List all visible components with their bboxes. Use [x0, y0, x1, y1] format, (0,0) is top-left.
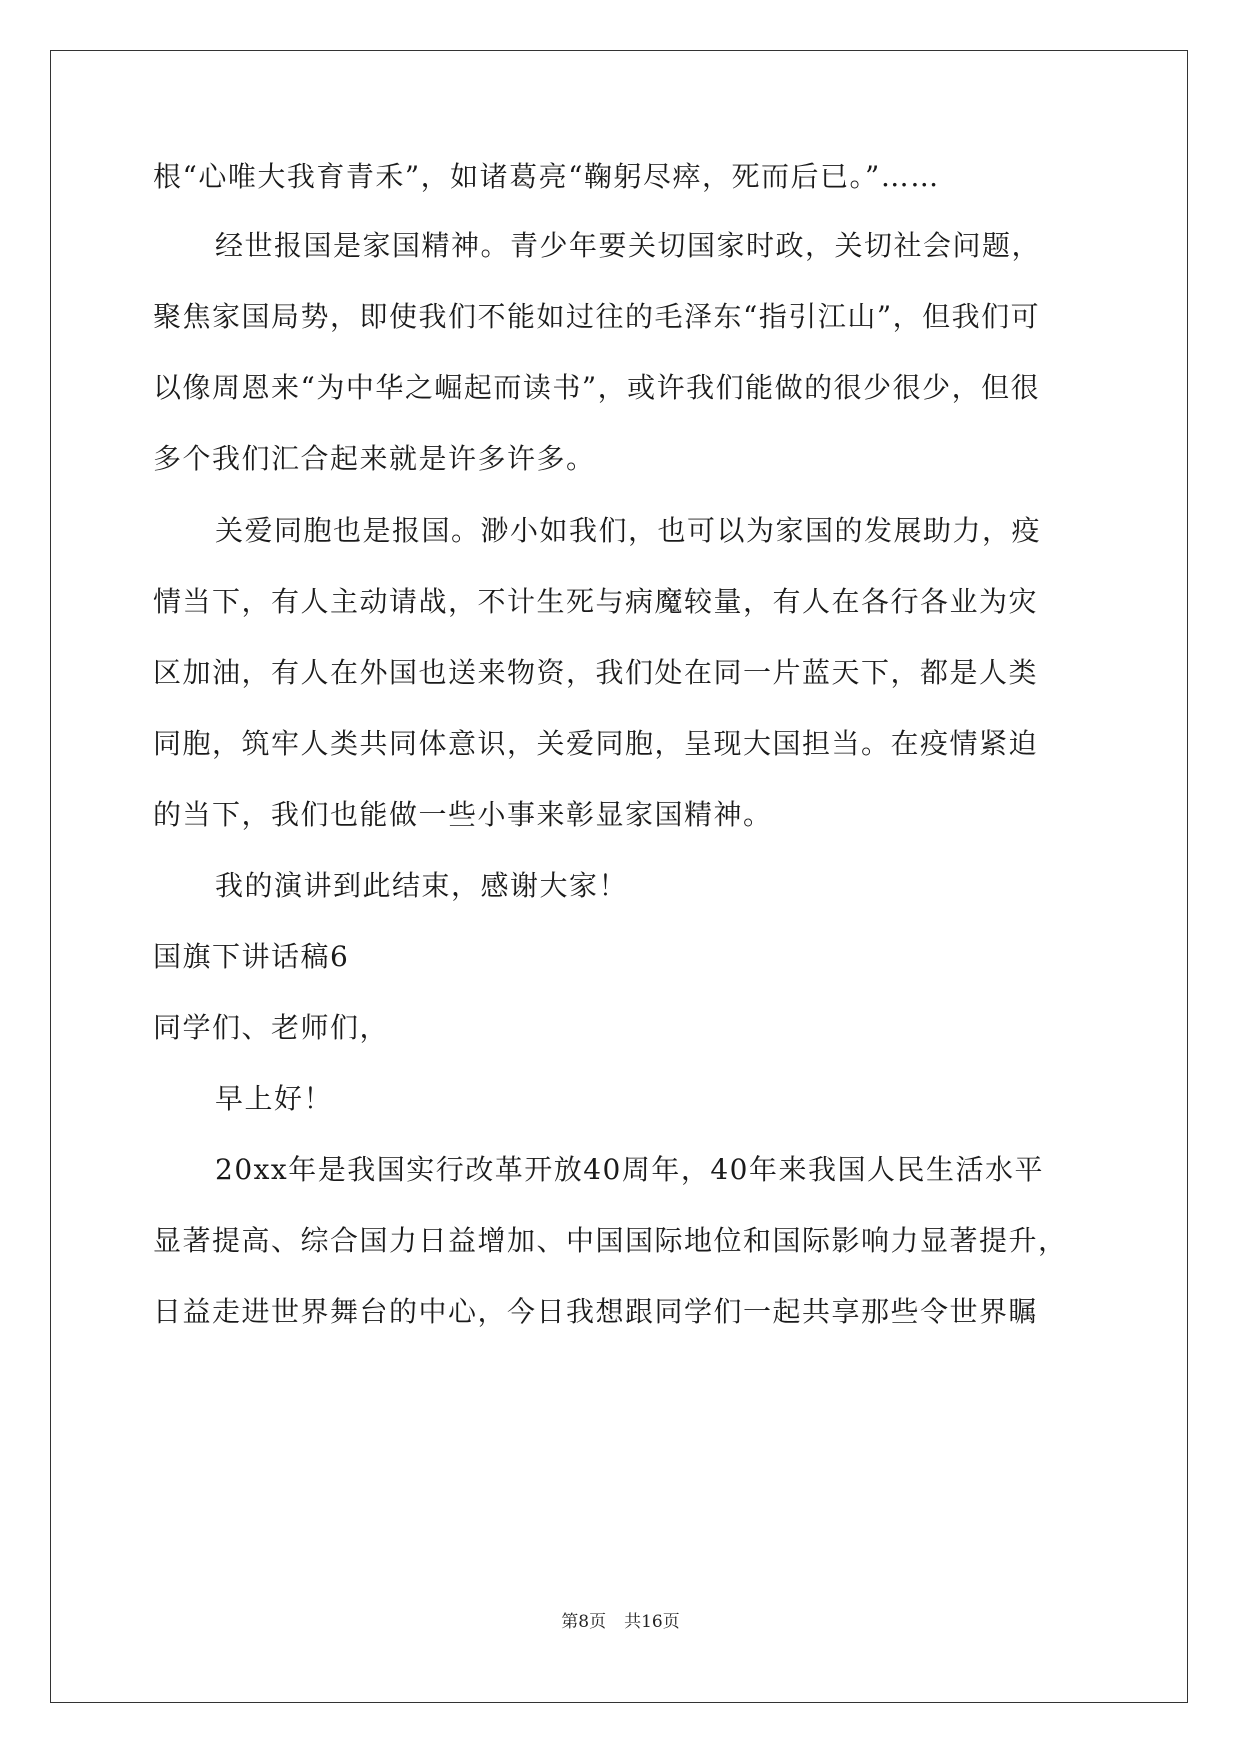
page-footer	[0, 1610, 1241, 1634]
paragraph-line: 以像周恩来“为中华之崛起而读书”，或许我们能做的很少很少，但很	[153, 371, 1041, 404]
closing-line: 我的演讲到此结束，感谢大家！	[215, 869, 629, 902]
paragraph-line: 多个我们汇合起来就是许多许多。	[153, 442, 596, 475]
paragraph-line: 聚焦家国局势，即使我们不能如过往的毛泽东“指引江山”，但我们可	[153, 300, 1041, 333]
paragraph-line: 同胞，筑牢人类共同体意识，关爱同胞，呈现大国担当。在疫情紧迫	[153, 727, 1039, 760]
paragraph-line: 经世报国是家国精神。青少年要关切国家时政，关切社会问题，	[215, 229, 1042, 262]
paragraph-line: 显著提高、综合国力日益增加、中国国际地位和国际影响力显著提升，	[153, 1224, 1068, 1257]
paragraph-line: 日益走进世界舞台的中心，今日我想跟同学们一起共享那些令世界瞩	[153, 1295, 1039, 1328]
paragraph-line: 根“心唯大我育青禾”，如诸葛亮“鞠躬尽瘁，死而后已。”……	[153, 160, 940, 193]
page-total: 共16页	[624, 1612, 680, 1632]
paragraph-line: 区加油，有人在外国也送来物资，我们处在同一片蓝天下，都是人类	[153, 656, 1039, 689]
page-number: 第8页	[561, 1612, 607, 1632]
paragraph-line: 情当下，有人主动请战，不计生死与病魔较量，有人在各行各业为灾	[153, 585, 1039, 618]
salutation-line: 同学们、老师们，	[153, 1011, 390, 1044]
greeting-line: 早上好！	[215, 1082, 334, 1115]
paragraph-line: 关爱同胞也是报国。渺小如我们，也可以为家国的发展助力，疫	[215, 514, 1042, 547]
paragraph-line: 的当下，我们也能做一些小事来彰显家国精神。	[153, 798, 773, 831]
paragraph-line: 20xx年是我国实行改革开放40周年，40年来我国人民生活水平	[215, 1153, 1044, 1186]
section-heading: 国旗下讲话稿6	[153, 940, 350, 973]
